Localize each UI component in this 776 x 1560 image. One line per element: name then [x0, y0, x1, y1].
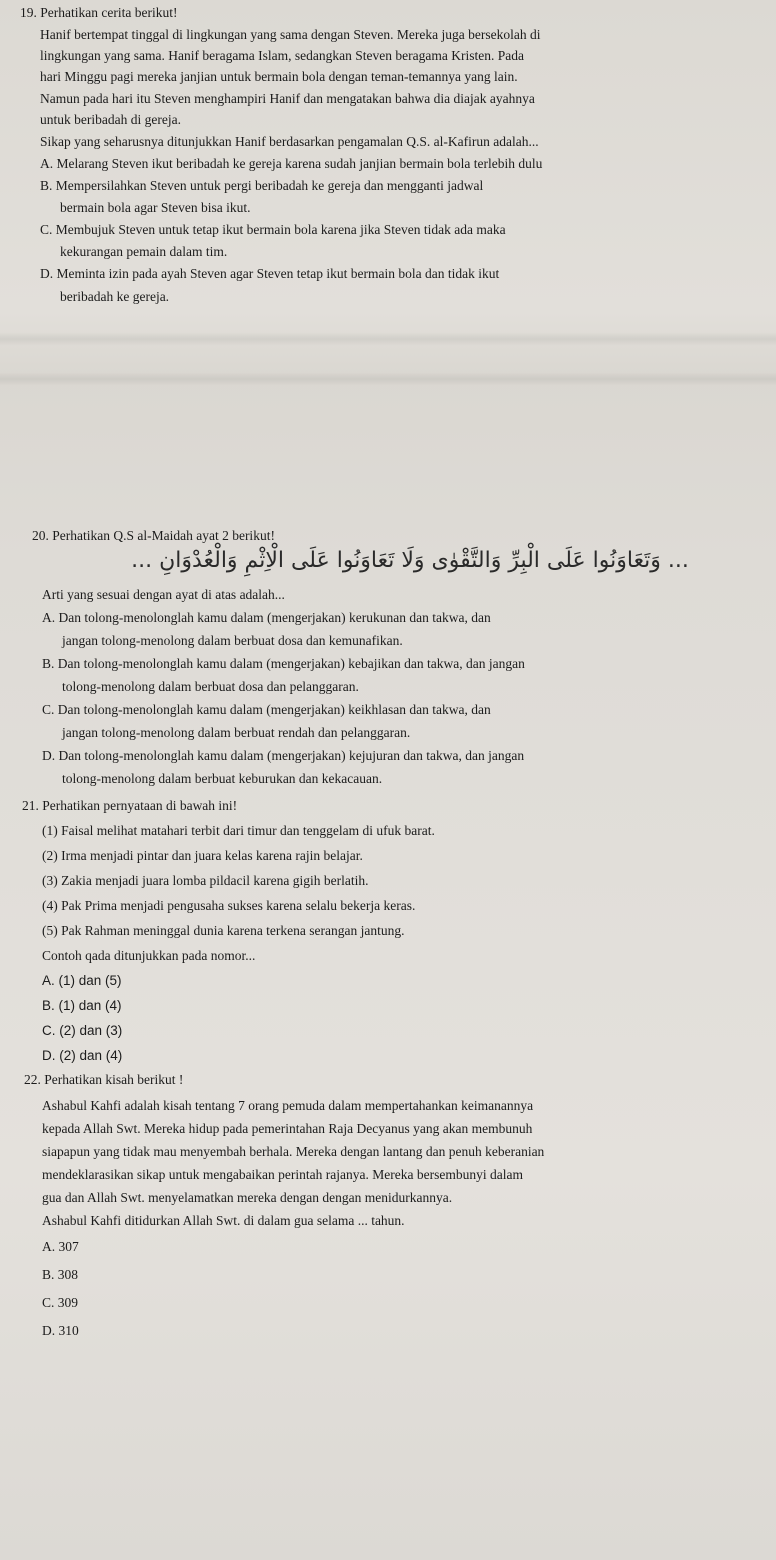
option-b: B. Dan tolong-menolonglah kamu dalam (mengerjakan) kebajikan dan takwa, dan jangan	[42, 656, 525, 671]
passage-line: Namun pada hari itu Steven menghampiri Hanif dan mengatakan bahwa dia diajak ayahnya	[40, 91, 535, 106]
passage-line: hari Minggu pagi mereka janjian untuk bermain bola dengan teman-temannya yang lain.	[40, 69, 518, 84]
option-a: A. 307	[42, 1239, 79, 1254]
question-title: Perhatikan pernyataan di bawah ini!	[42, 798, 238, 813]
option-b: B. 308	[42, 1267, 79, 1282]
option-b: B. Mempersilahkan Steven untuk pergi beribadah ke gereja dan mengganti jadwal	[40, 178, 484, 193]
passage-line: untuk beribadah di gereja.	[40, 112, 181, 127]
option-c: C. Dan tolong-menolonglah kamu dalam (mengerjakan) keikhlasan dan takwa, dan	[42, 702, 491, 717]
option-a: A. Melarang Steven ikut beribadah ke gereja karena sudah janjian bermain bola terlebih dulu	[40, 156, 543, 171]
passage-line: gua dan Allah Swt. menyelamatkan mereka dengan dengan menidurkannya.	[42, 1190, 453, 1205]
option-d: D. (2) dan (4)	[42, 1048, 123, 1063]
question-prompt: Ashabul Kahfi ditidurkan Allah Swt. di dalam gua selama ... tahun.	[42, 1213, 405, 1228]
option-d-cont: beribadah ke gereja.	[60, 289, 170, 304]
option-c-cont: kekurangan pemain dalam tim.	[60, 244, 228, 259]
option-d: D. Dan tolong-menolonglah kamu dalam (mengerjakan) kejujuran dan takwa, dan jangan	[42, 748, 525, 763]
arabic-verse: ... وَتَعَاوَنُوا عَلَى الْبِرِّ وَالتَّقْوٰى وَلَا تَعَاوَنُوا عَلَى الْاِثْمِ وَالْعُدْوَانِ ...	[131, 548, 689, 573]
option-d-cont: tolong-menolong dalam berbuat keburukan dan kekacauan.	[62, 771, 383, 786]
option-a: A. Dan tolong-menolonglah kamu dalam (mengerjakan) kerukunan dan takwa, dan	[42, 610, 491, 625]
option-d: D. 310	[42, 1323, 79, 1338]
passage-line: siapapun yang tidak mau menyembah berhala. Mereka dengan lantang dan penuh keberanian	[42, 1144, 545, 1159]
option-a: A. (1) dan (5)	[42, 973, 122, 988]
question-title: Perhatikan cerita berikut!	[40, 5, 178, 20]
statement-item: (1) Faisal melihat matahari terbit dari timur dan tenggelam di ufuk barat.	[42, 823, 435, 838]
option-c: C. (2) dan (3)	[42, 1023, 123, 1038]
option-c: C. 309	[42, 1295, 79, 1310]
option-d: D. Meminta izin pada ayah Steven agar Steven tetap ikut bermain bola dan tidak ikut	[40, 266, 500, 281]
passage-line: Ashabul Kahfi adalah kisah tentang 7 orang pemuda dalam mempertahankan keimanannya	[42, 1098, 534, 1113]
option-a-cont: jangan tolong-menolong dalam berbuat dosa dan kemunafikan.	[62, 633, 403, 648]
passage-line: kepada Allah Swt. Mereka hidup pada pemerintahan Raja Decyanus yang akan membunuh	[42, 1121, 533, 1136]
option-b: B. (1) dan (4)	[42, 998, 122, 1013]
option-b-cont: bermain bola agar Steven bisa ikut.	[60, 200, 251, 215]
paper-fold	[0, 372, 776, 386]
question-title: Perhatikan kisah berikut !	[44, 1072, 184, 1087]
option-c: C. Membujuk Steven untuk tetap ikut bermain bola karena jika Steven tidak ada maka	[40, 222, 506, 237]
statement-item: (3) Zakia menjadi juara lomba pildacil karena gigih berlatih.	[42, 873, 369, 888]
paper-fold	[0, 332, 776, 346]
option-b-cont: tolong-menolong dalam berbuat dosa dan pelanggaran.	[62, 679, 359, 694]
question-number: 19.	[20, 5, 37, 20]
option-c-cont: jangan tolong-menolong dalam berbuat rendah dan pelanggaran.	[62, 725, 411, 740]
passage-line: lingkungan yang sama. Hanif beragama Islam, sedangkan Steven beragama Kristen. Pada	[40, 48, 524, 63]
passage-line: Hanif bertempat tinggal di lingkungan yang sama dengan Steven. Mereka juga bersekolah di	[40, 27, 541, 42]
question-prompt: Arti yang sesuai dengan ayat di atas adalah...	[42, 587, 285, 602]
statement-item: (4) Pak Prima menjadi pengusaha sukses karena selalu bekerja keras.	[42, 898, 416, 913]
statement-item: (2) Irma menjadi pintar dan juara kelas karena rajin belajar.	[42, 848, 363, 863]
question-title: Perhatikan Q.S al-Maidah ayat 2 berikut!	[52, 528, 275, 543]
question-number: 20.	[32, 528, 49, 543]
question-prompt: Contoh qada ditunjukkan pada nomor...	[42, 948, 256, 963]
question-prompt: Sikap yang seharusnya ditunjukkan Hanif berdasarkan pengamalan Q.S. al-Kafirun adalah...	[40, 134, 539, 149]
statement-item: (5) Pak Rahman meninggal dunia karena terkena serangan jantung.	[42, 923, 405, 938]
question-number: 22.	[24, 1072, 41, 1087]
passage-line: mendeklarasikan sikap untuk mengabaikan perintah rajanya. Mereka bersembunyi dalam	[42, 1167, 523, 1182]
question-number: 21.	[22, 798, 39, 813]
